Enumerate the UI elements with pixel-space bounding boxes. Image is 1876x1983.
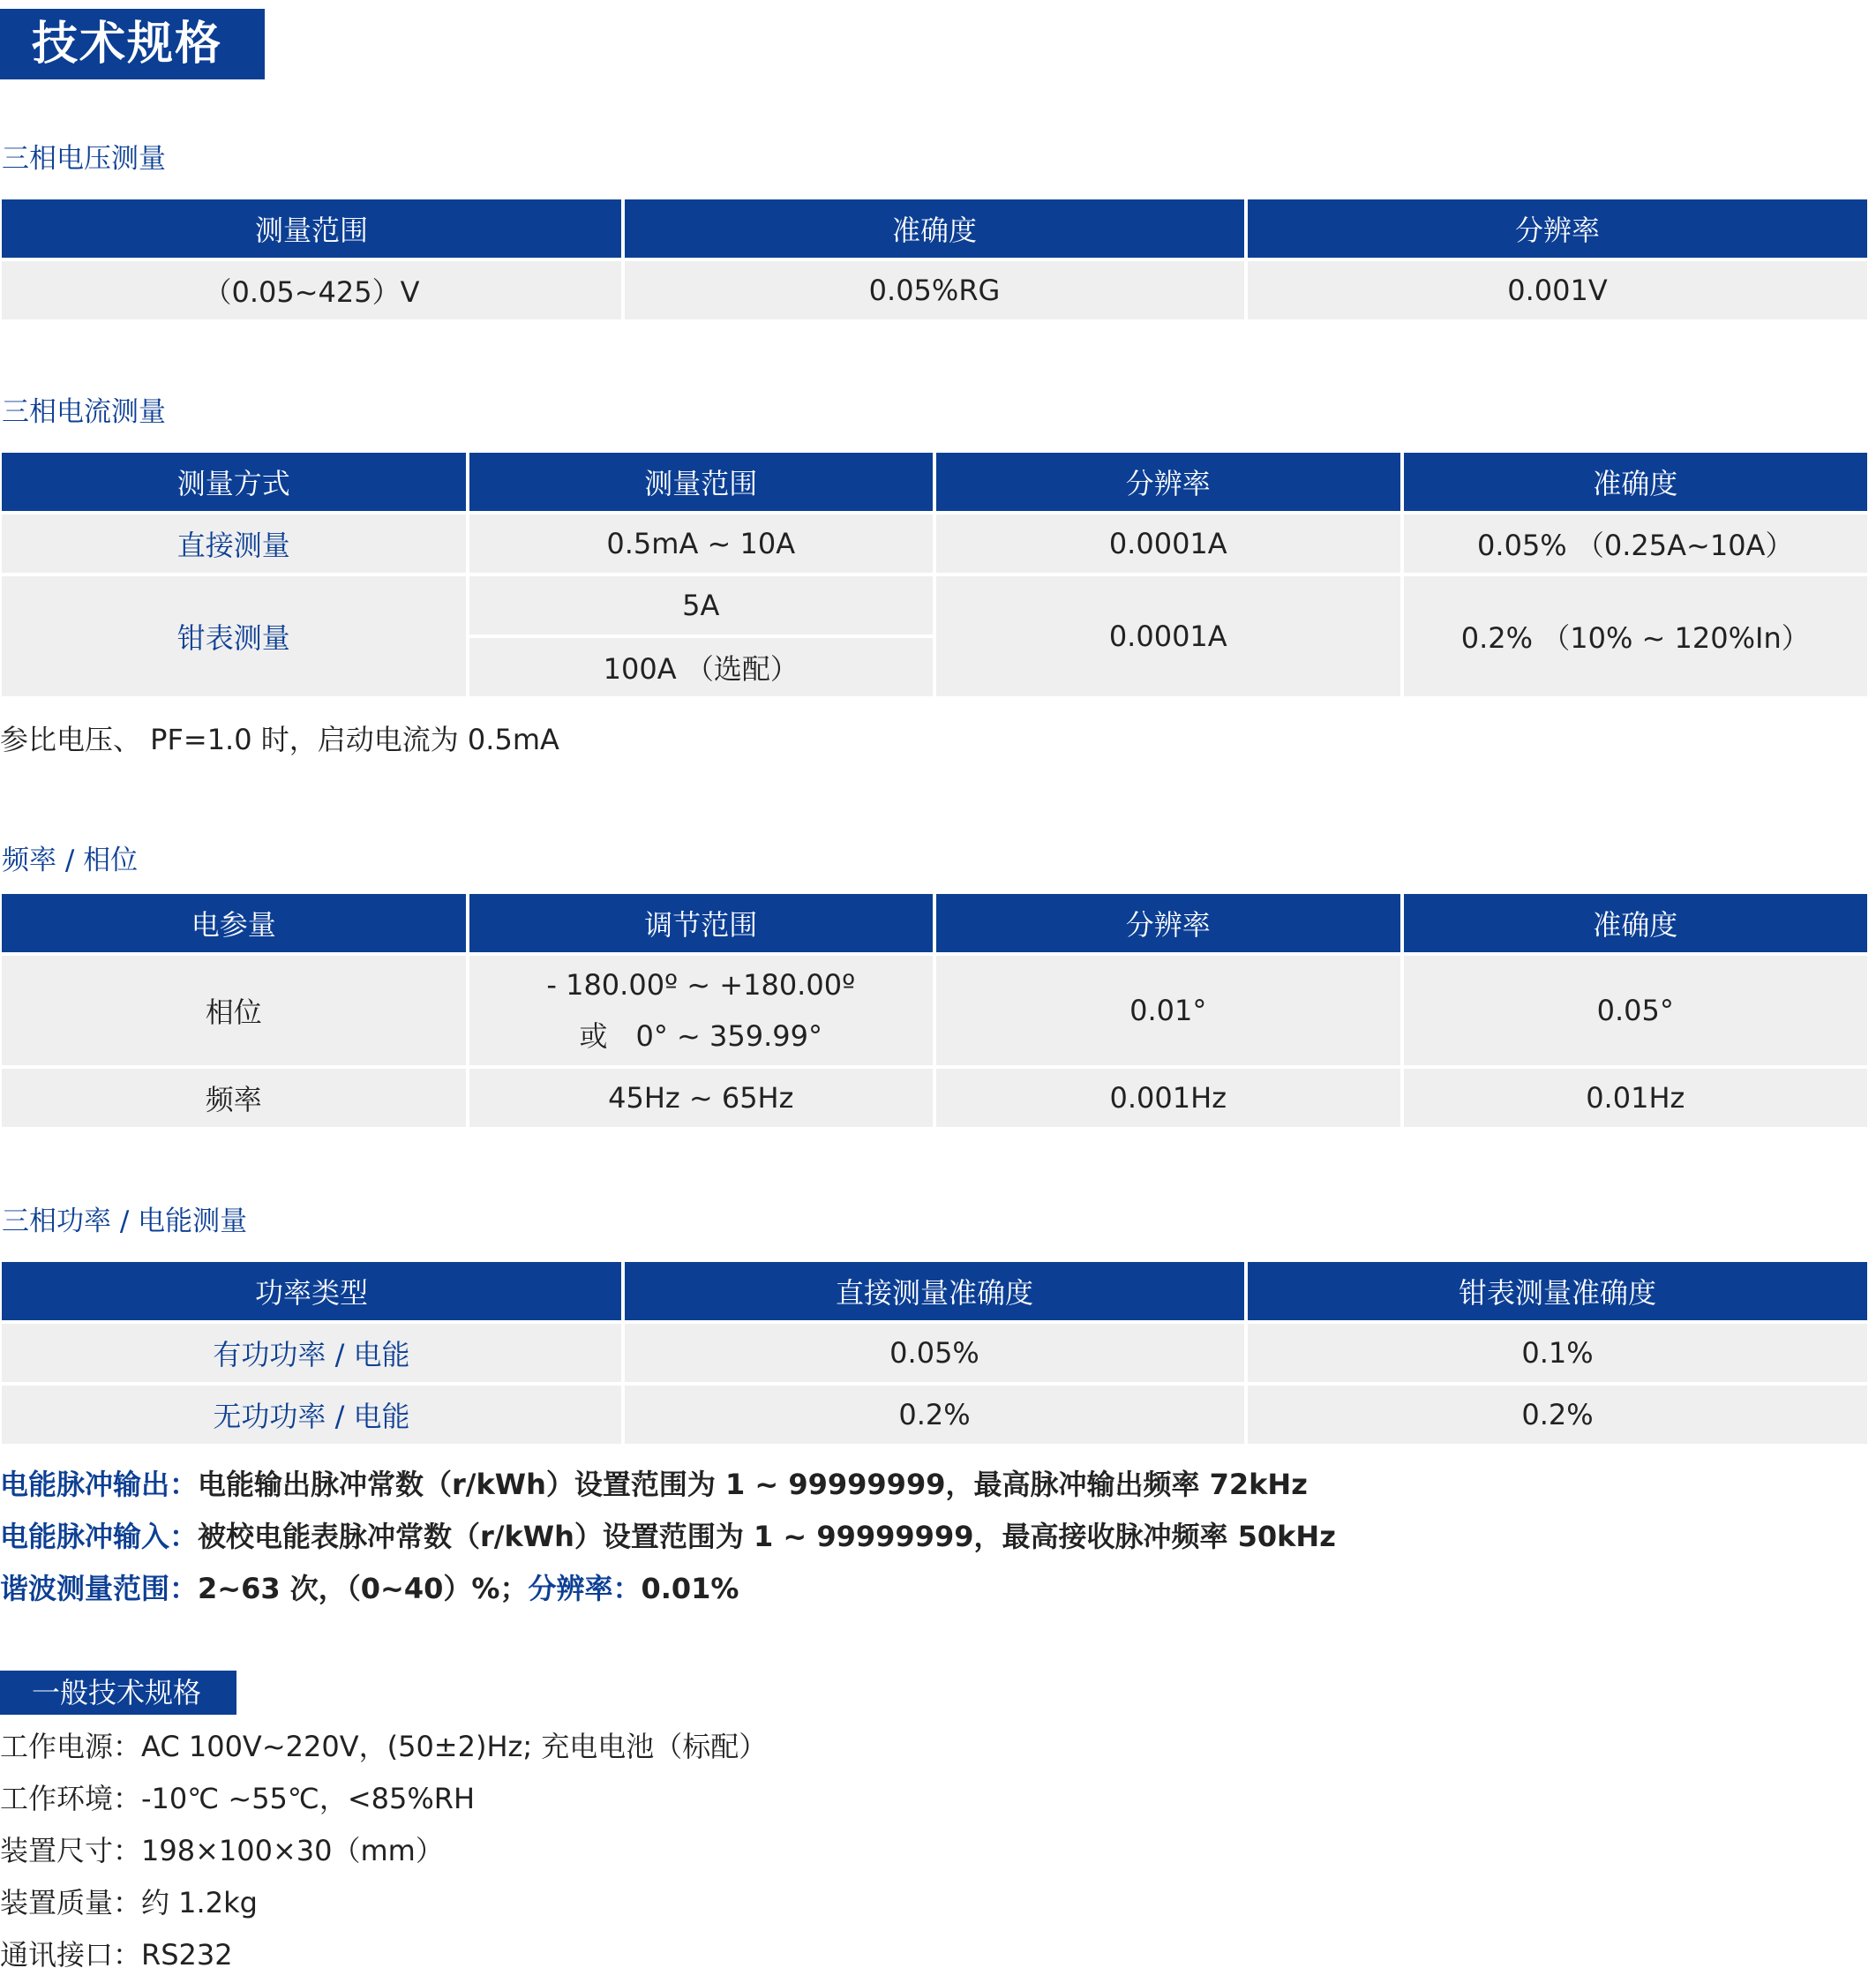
table-cell: 100A （选配）: [469, 638, 934, 696]
table-header: 准确度: [1404, 894, 1868, 952]
table-row: [2, 515, 1867, 573]
pulse-output-label: 电能脉冲输出：: [0, 1468, 199, 1501]
table-cell: （0.05~425）V: [2, 261, 621, 319]
table-header: 钳表测量准确度: [1248, 1262, 1867, 1320]
table-header: 电参量: [2, 894, 466, 952]
table-header: 调节范围: [469, 894, 934, 952]
table-cell: 直接测量: [2, 515, 466, 573]
table-cell: 0.0001A: [936, 515, 1400, 573]
harmonic-res-label: 分辨率：: [528, 1572, 642, 1605]
general-line: 工作电源：AC 100V~220V，(50±2)Hz; 充电电池（标配）: [0, 1730, 768, 1763]
table-header: 测量范围: [2, 199, 621, 258]
table-cell: 0.0001A: [936, 576, 1400, 696]
table-header: 测量范围: [469, 453, 934, 511]
current-table: [0, 449, 1871, 700]
table-cell: 0.5mA ~ 10A: [469, 515, 934, 573]
general-line: 通讯接口：RS232: [0, 1938, 233, 1972]
table-cell: 0.2%: [625, 1386, 1244, 1444]
table-header: 分辨率: [936, 453, 1400, 511]
table-cell: 0.01Hz: [1404, 1069, 1868, 1127]
section-title-power: 三相功率 / 电能测量: [2, 1206, 248, 1237]
general-line: 装置质量：约 1.2kg: [0, 1886, 258, 1919]
harmonic-label: 谐波测量范围：: [0, 1572, 199, 1605]
pulse-input-line: [0, 1519, 1336, 1554]
pulse-output-text: 电能输出脉冲常数（r/kWh）设置范围为 1 ~ 99999999，最高脉冲输出频率 72kHz: [198, 1468, 1308, 1501]
table-cell: 5A: [469, 576, 934, 635]
table-row: [2, 1386, 1867, 1444]
table-header: 分辨率: [936, 894, 1400, 952]
table-row: [2, 956, 1867, 1065]
table-row: [2, 1069, 1867, 1127]
table-cell: 0.05%: [625, 1324, 1244, 1382]
harmonic-line: [0, 1571, 739, 1606]
table-cell: [469, 956, 934, 1065]
table-cell: 0.05%RG: [625, 261, 1244, 319]
table-cell: 无功功率 / 电能: [2, 1386, 621, 1444]
table-cell: 0.05% （0.25A~10A）: [1404, 515, 1868, 573]
table-cell: 0.2% （10% ~ 120%In）: [1404, 576, 1868, 696]
table-row: [2, 576, 1867, 635]
page-title: 技术规格: [0, 9, 265, 79]
table-cell: 0.001V: [1248, 261, 1867, 319]
table-header: 准确度: [1404, 453, 1868, 511]
general-line: 工作环境：-10℃ ~55℃，<85%RH: [0, 1782, 476, 1815]
table-header: 功率类型: [2, 1262, 621, 1320]
freq-phase-table: [0, 890, 1871, 1130]
table-cell: 45Hz ~ 65Hz: [469, 1069, 934, 1127]
section-title-voltage: 三相电压测量: [2, 143, 166, 175]
phase-range-1: - 180.00º ~ +180.00º: [546, 968, 856, 1002]
table-cell: 0.2%: [1248, 1386, 1867, 1444]
section-title-current: 三相电流测量: [2, 396, 166, 428]
harmonic-text: 2~63 次，（0~40）%；: [198, 1572, 529, 1605]
general-line: 装置尺寸：198×100×30（mm）: [0, 1834, 444, 1867]
table-cell: 有功功率 / 电能: [2, 1324, 621, 1382]
harmonic-res-value: 0.01%: [641, 1572, 739, 1605]
phase-range-2: 或 0° ~ 359.99°: [579, 1019, 822, 1053]
table-row: [2, 261, 1867, 319]
table-header: 分辨率: [1248, 199, 1867, 258]
table-cell: 频率: [2, 1069, 466, 1127]
table-row: [2, 1324, 1867, 1382]
power-table: [0, 1258, 1871, 1447]
table-cell: 0.01°: [936, 956, 1400, 1065]
table-cell: 0.001Hz: [936, 1069, 1400, 1127]
table-header: 直接测量准确度: [625, 1262, 1244, 1320]
current-note: 参比电压、 PF=1.0 时，启动电流为 0.5mA: [0, 723, 559, 756]
table-cell: 相位: [2, 956, 466, 1065]
pulse-input-text: 被校电能表脉冲常数（r/kWh）设置范围为 1 ~ 99999999，最高接收脉冲频率 50kHz: [198, 1520, 1336, 1553]
pulse-input-label: 电能脉冲输入：: [0, 1520, 199, 1553]
pulse-output-line: [0, 1467, 1308, 1502]
section-title-freq-phase: 频率 / 相位: [2, 845, 139, 876]
table-cell: 钳表测量: [2, 576, 466, 696]
table-header: 测量方式: [2, 453, 466, 511]
table-cell: 0.05°: [1404, 956, 1868, 1065]
table-header: 准确度: [625, 199, 1244, 258]
table-cell: 0.1%: [1248, 1324, 1867, 1382]
voltage-table: [0, 196, 1871, 323]
general-title: 一般技术规格: [0, 1671, 236, 1715]
